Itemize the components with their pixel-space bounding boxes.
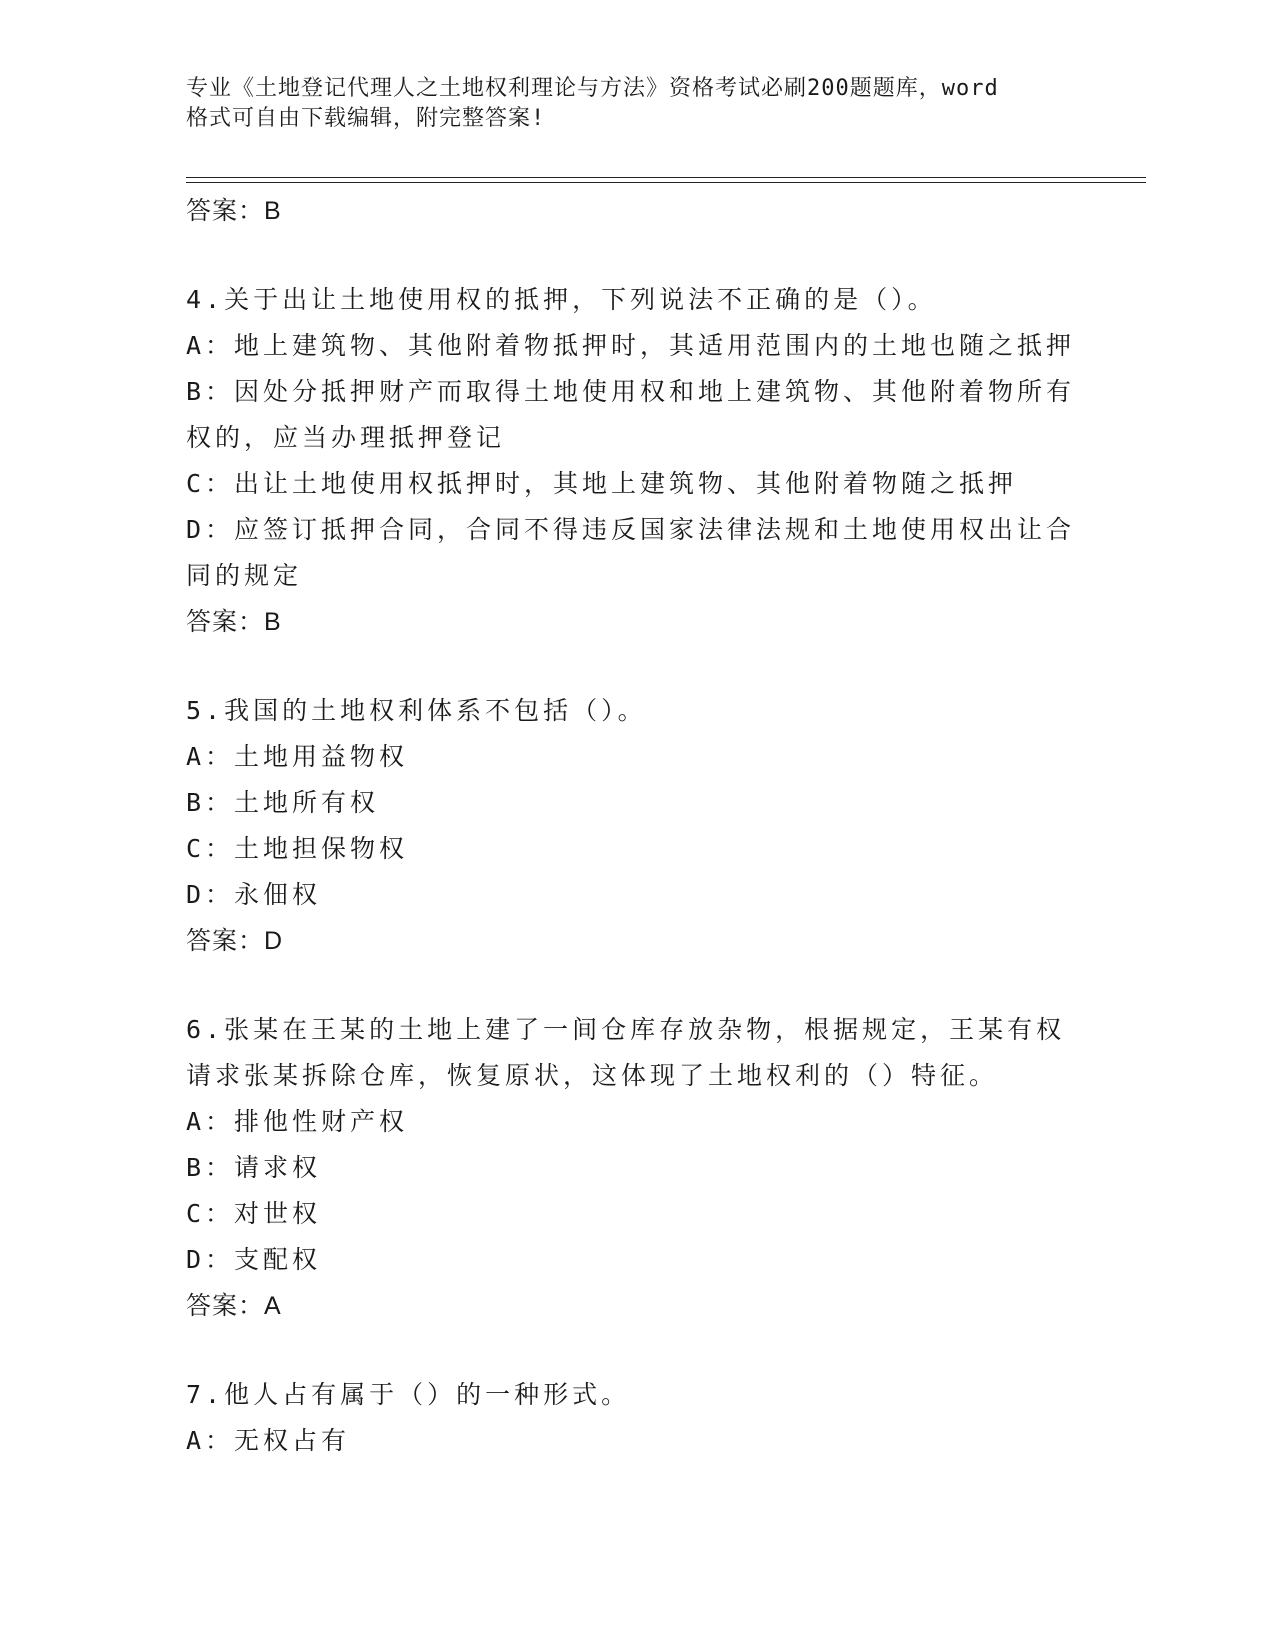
option-a: A：土地用益物权: [186, 742, 409, 771]
option-d: D：支配权: [186, 1245, 322, 1274]
option-d-continued: 同的规定: [186, 561, 303, 590]
document-header: [186, 74, 1066, 134]
question-stem: 6.张某在王某的土地上建了一间仓库存放杂物，根据规定，王某有权: [186, 1015, 1066, 1044]
question-stem: 5.我国的土地权利体系不包括（）。: [186, 696, 647, 725]
answer-line: 答案：B: [186, 197, 282, 225]
option-d: D：永佃权: [186, 880, 322, 909]
option-b-continued: 权的，应当办理抵押登记: [186, 423, 506, 452]
option-a: A：地上建筑物、其他附着物抵押时，其适用范围内的土地也随之抵押: [186, 331, 1076, 360]
header-line-2: 格式可自由下载编辑，附完整答案!: [186, 106, 546, 131]
question-stem: 7.他人占有属于（）的一种形式。: [186, 1380, 631, 1409]
option-b: B：因处分抵押财产而取得土地使用权和地上建筑物、其他附着物所有: [186, 377, 1076, 406]
option-c: C：土地担保物权: [186, 834, 409, 863]
option-a: A：排他性财产权: [186, 1107, 409, 1136]
option-c: C：出让土地使用权抵押时，其地上建筑物、其他附着物随之抵押: [186, 469, 1018, 498]
question-stem-continued: 请求张某拆除仓库，恢复原状，这体现了土地权利的（）特征。: [186, 1061, 999, 1090]
option-c: C：对世权: [186, 1199, 322, 1228]
answer-line: 答案：D: [186, 927, 284, 955]
answer-line: 答案：A: [186, 1292, 282, 1320]
option-b: B：请求权: [186, 1153, 322, 1182]
question-block: [186, 277, 1086, 645]
question-stem: 4.关于出让土地使用权的抵押，下列说法不正确的是（）。: [186, 285, 937, 314]
question-block: [186, 688, 1086, 964]
option-d: D：应签订抵押合同，合同不得违反国家法律法规和土地使用权出让合: [186, 515, 1076, 544]
question-list: [186, 188, 1086, 1464]
option-a: A：无权占有: [186, 1426, 351, 1455]
header-divider-top: [186, 177, 1146, 178]
question-block: [186, 1372, 1086, 1464]
answer-line: 答案：B: [186, 608, 282, 636]
header-divider-bottom: [186, 182, 1146, 183]
question-block: [186, 1007, 1086, 1329]
option-b: B：土地所有权: [186, 788, 380, 817]
header-line-1: 专业《土地登记代理人之土地权利理论与方法》资格考试必刷200题题库，word: [186, 76, 999, 101]
